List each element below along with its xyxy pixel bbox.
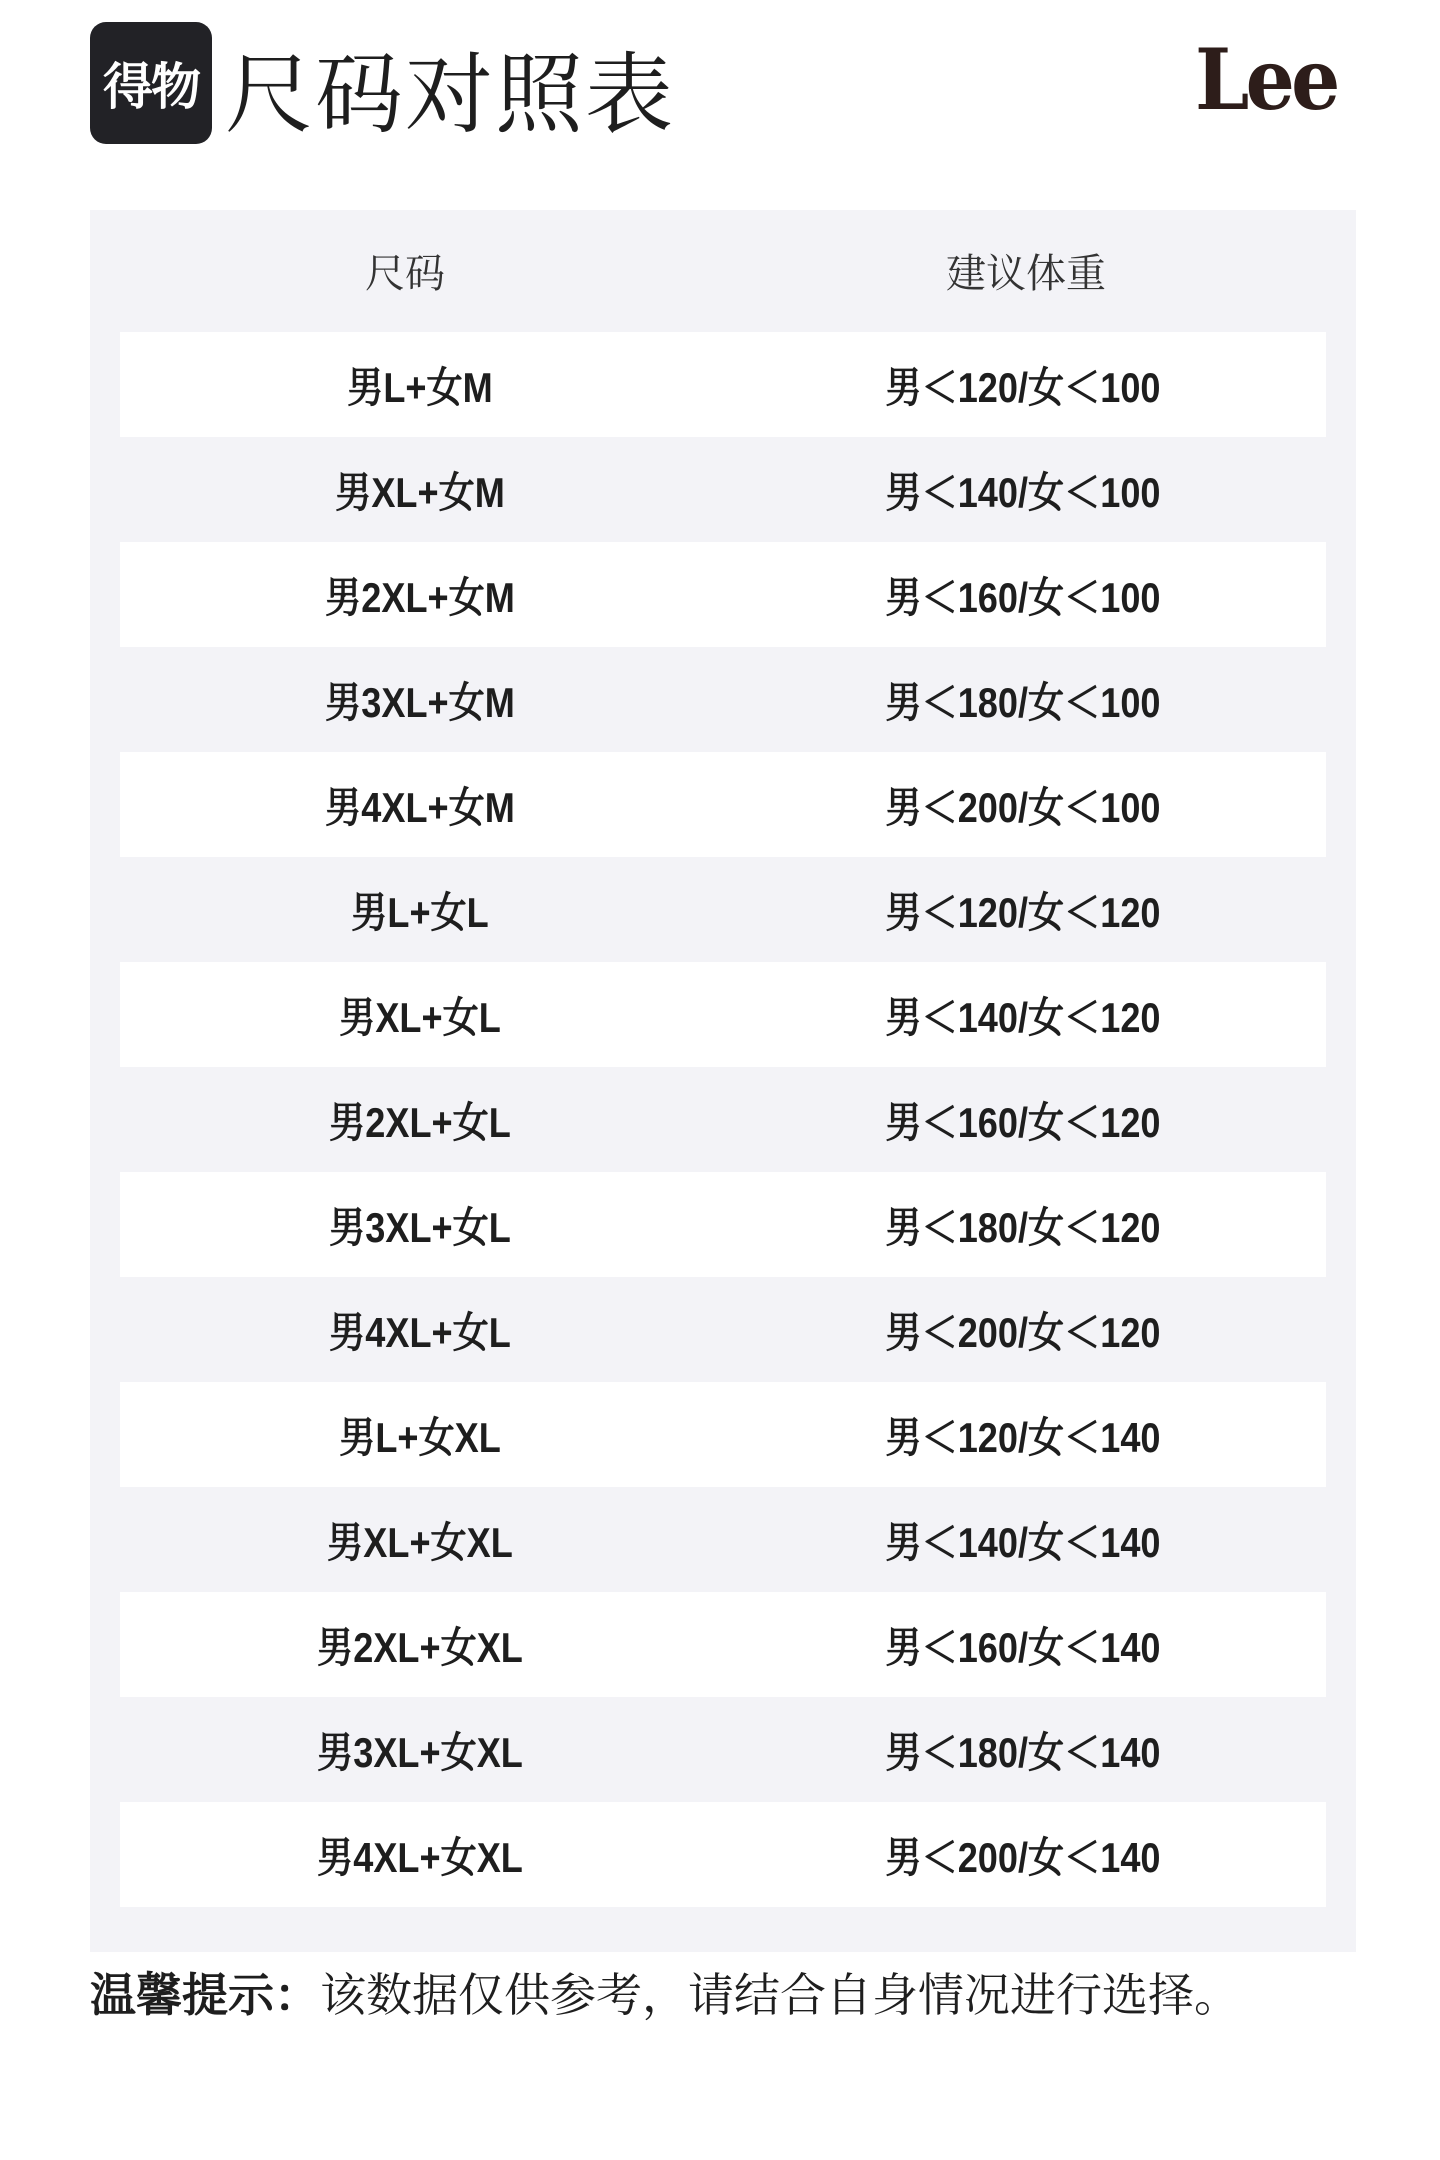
size-cell: 男L+女L bbox=[351, 888, 489, 936]
size-cell: 男XL+女XL bbox=[327, 1518, 513, 1566]
weight-cell: 男＜160/女＜100 bbox=[885, 573, 1161, 621]
column-header-weight: 建议体重 bbox=[946, 250, 1106, 297]
size-cell: 男L+女M bbox=[347, 363, 493, 411]
size-cell: 男4XL+女XL bbox=[317, 1833, 523, 1881]
column-header-size: 尺码 bbox=[365, 250, 445, 297]
weight-cell: 男＜160/女＜120 bbox=[885, 1098, 1161, 1146]
weight-cell: 男＜160/女＜140 bbox=[885, 1623, 1161, 1671]
footer-note bbox=[90, 1960, 1240, 2030]
table-header bbox=[90, 210, 1356, 330]
table-row bbox=[120, 1592, 1326, 1697]
size-chart-table bbox=[90, 210, 1356, 1952]
weight-cell: 男＜120/女＜140 bbox=[885, 1413, 1161, 1461]
size-cell: 男3XL+女XL bbox=[317, 1728, 523, 1776]
size-cell: 男3XL+女M bbox=[325, 678, 515, 726]
table-body bbox=[120, 332, 1326, 1907]
table-row bbox=[120, 857, 1326, 962]
weight-cell: 男＜180/女＜120 bbox=[885, 1203, 1161, 1251]
table-row bbox=[120, 1067, 1326, 1172]
table-row bbox=[120, 1802, 1326, 1907]
table-row bbox=[120, 542, 1326, 647]
app-logo: 得物 bbox=[90, 22, 212, 144]
size-cell: 男3XL+女L bbox=[329, 1203, 511, 1251]
brand-logo: Lee bbox=[1195, 30, 1337, 129]
size-cell: 男4XL+女L bbox=[329, 1308, 511, 1356]
weight-cell: 男＜180/女＜100 bbox=[885, 678, 1161, 726]
size-cell: 男2XL+女M bbox=[325, 573, 515, 621]
table-row bbox=[120, 647, 1326, 752]
weight-cell: 男＜120/女＜100 bbox=[885, 363, 1161, 411]
weight-cell: 男＜200/女＜100 bbox=[885, 783, 1161, 831]
page-header bbox=[0, 0, 1440, 190]
table-row bbox=[120, 437, 1326, 542]
footer-label: 温馨提示： bbox=[90, 1968, 320, 2022]
table-row bbox=[120, 1697, 1326, 1802]
table-row bbox=[120, 752, 1326, 857]
size-cell: 男4XL+女M bbox=[325, 783, 515, 831]
weight-cell: 男＜200/女＜120 bbox=[885, 1308, 1161, 1356]
table-row bbox=[120, 1172, 1326, 1277]
size-cell: 男2XL+女XL bbox=[317, 1623, 523, 1671]
weight-cell: 男＜200/女＜140 bbox=[885, 1833, 1161, 1881]
weight-cell: 男＜120/女＜120 bbox=[885, 888, 1161, 936]
weight-cell: 男＜180/女＜140 bbox=[885, 1728, 1161, 1776]
page-title: 尺码对照表 bbox=[225, 43, 676, 146]
table-row bbox=[120, 332, 1326, 437]
size-cell: 男XL+女L bbox=[339, 993, 501, 1041]
table-row bbox=[120, 1277, 1326, 1382]
weight-cell: 男＜140/女＜100 bbox=[885, 468, 1161, 516]
size-cell: 男L+女XL bbox=[339, 1413, 501, 1461]
size-cell: 男2XL+女L bbox=[329, 1098, 511, 1146]
weight-cell: 男＜140/女＜120 bbox=[885, 993, 1161, 1041]
size-cell: 男XL+女M bbox=[335, 468, 505, 516]
table-row bbox=[120, 1487, 1326, 1592]
table-row bbox=[120, 1382, 1326, 1487]
weight-cell: 男＜140/女＜140 bbox=[885, 1518, 1161, 1566]
footer-text: 该数据仅供参考，请结合自身情况进行选择。 bbox=[320, 1968, 1240, 2022]
table-row bbox=[120, 962, 1326, 1067]
